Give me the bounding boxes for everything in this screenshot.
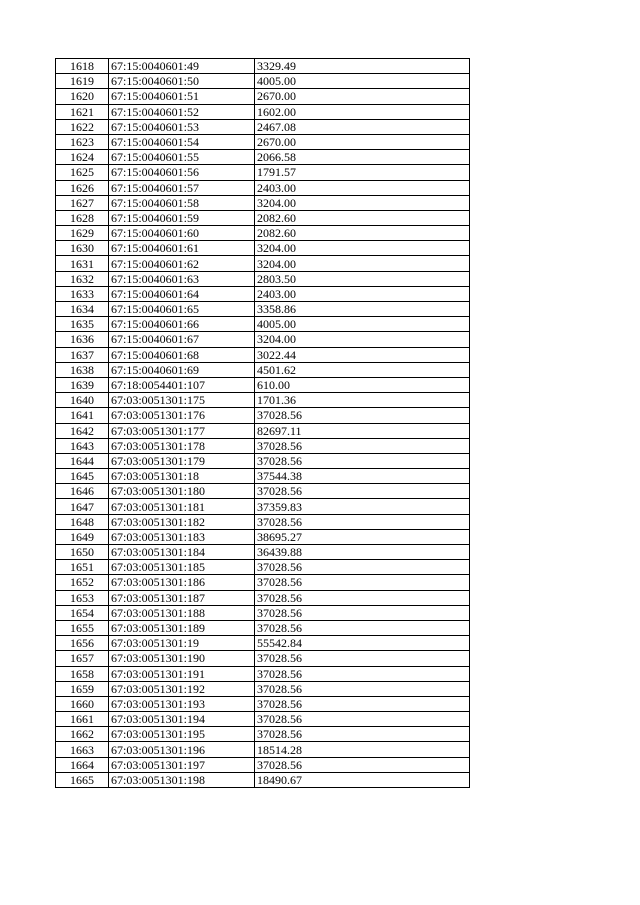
value-cell: 18490.67 xyxy=(255,772,470,787)
value-cell: 4005.00 xyxy=(255,74,470,89)
table-row xyxy=(56,408,470,423)
row-number-cell: 1639 xyxy=(56,377,109,392)
row-number-cell: 1659 xyxy=(56,681,109,696)
value-cell: 2670.00 xyxy=(255,89,470,104)
value-cell: 55542.84 xyxy=(255,636,470,651)
cadastral-number-cell: 67:03:0051301:194 xyxy=(109,712,255,727)
row-number-cell: 1635 xyxy=(56,317,109,332)
cadastral-number-cell: 67:15:0040601:54 xyxy=(109,134,255,149)
table-row xyxy=(56,666,470,681)
row-number-cell: 1641 xyxy=(56,408,109,423)
table-row xyxy=(56,560,470,575)
table-row xyxy=(56,134,470,149)
cadastral-number-cell: 67:03:0051301:190 xyxy=(109,651,255,666)
row-number-cell: 1649 xyxy=(56,529,109,544)
cadastral-number-cell: 67:03:0051301:189 xyxy=(109,620,255,635)
cadastral-number-cell: 67:15:0040601:58 xyxy=(109,195,255,210)
value-cell: 37544.38 xyxy=(255,469,470,484)
row-number-cell: 1638 xyxy=(56,362,109,377)
value-cell: 36439.88 xyxy=(255,545,470,560)
row-number-cell: 1640 xyxy=(56,393,109,408)
row-number-cell: 1663 xyxy=(56,742,109,757)
value-cell: 2803.50 xyxy=(255,271,470,286)
cadastral-number-cell: 67:15:0040601:64 xyxy=(109,286,255,301)
row-number-cell: 1633 xyxy=(56,286,109,301)
value-cell: 37028.56 xyxy=(255,560,470,575)
value-cell: 37028.56 xyxy=(255,727,470,742)
value-cell: 37028.56 xyxy=(255,605,470,620)
table-row xyxy=(56,226,470,241)
cadastral-number-cell: 67:03:0051301:186 xyxy=(109,575,255,590)
row-number-cell: 1653 xyxy=(56,590,109,605)
value-cell: 3204.00 xyxy=(255,241,470,256)
value-cell: 2403.00 xyxy=(255,180,470,195)
cadastral-number-cell: 67:03:0051301:191 xyxy=(109,666,255,681)
table-row xyxy=(56,332,470,347)
table-row xyxy=(56,651,470,666)
value-cell: 4005.00 xyxy=(255,317,470,332)
table-body xyxy=(56,59,470,788)
cadastral-number-cell: 67:15:0040601:67 xyxy=(109,332,255,347)
value-cell: 38695.27 xyxy=(255,529,470,544)
table-row xyxy=(56,256,470,271)
cadastral-number-cell: 67:15:0040601:51 xyxy=(109,89,255,104)
row-number-cell: 1630 xyxy=(56,241,109,256)
row-number-cell: 1644 xyxy=(56,453,109,468)
value-cell: 37028.56 xyxy=(255,484,470,499)
table-row xyxy=(56,165,470,180)
value-cell: 2066.58 xyxy=(255,150,470,165)
row-number-cell: 1637 xyxy=(56,347,109,362)
row-number-cell: 1642 xyxy=(56,423,109,438)
row-number-cell: 1626 xyxy=(56,180,109,195)
row-number-cell: 1662 xyxy=(56,727,109,742)
row-number-cell: 1629 xyxy=(56,226,109,241)
cadastral-number-cell: 67:03:0051301:187 xyxy=(109,590,255,605)
table-row xyxy=(56,590,470,605)
table-row xyxy=(56,772,470,787)
cadastral-number-cell: 67:18:0054401:107 xyxy=(109,377,255,392)
table-row xyxy=(56,195,470,210)
value-cell: 3022.44 xyxy=(255,347,470,362)
value-cell: 37028.56 xyxy=(255,651,470,666)
table-row xyxy=(56,514,470,529)
row-number-cell: 1646 xyxy=(56,484,109,499)
row-number-cell: 1656 xyxy=(56,636,109,651)
cadastral-number-cell: 67:03:0051301:178 xyxy=(109,438,255,453)
value-cell: 37028.56 xyxy=(255,681,470,696)
value-cell: 3358.86 xyxy=(255,302,470,317)
cadastral-number-cell: 67:15:0040601:61 xyxy=(109,241,255,256)
table-row xyxy=(56,484,470,499)
value-cell: 3204.00 xyxy=(255,256,470,271)
cadastral-number-cell: 67:03:0051301:183 xyxy=(109,529,255,544)
cadastral-number-cell: 67:15:0040601:59 xyxy=(109,210,255,225)
cadastral-number-cell: 67:15:0040601:50 xyxy=(109,74,255,89)
cadastral-number-cell: 67:03:0051301:181 xyxy=(109,499,255,514)
value-cell: 1791.57 xyxy=(255,165,470,180)
table-row xyxy=(56,712,470,727)
value-cell: 2082.60 xyxy=(255,226,470,241)
table-row xyxy=(56,696,470,711)
cadastral-value-table xyxy=(55,58,470,788)
row-number-cell: 1658 xyxy=(56,666,109,681)
cadastral-number-cell: 67:15:0040601:60 xyxy=(109,226,255,241)
table-row xyxy=(56,575,470,590)
table-row xyxy=(56,362,470,377)
table-row xyxy=(56,438,470,453)
cadastral-number-cell: 67:15:0040601:63 xyxy=(109,271,255,286)
table-row xyxy=(56,271,470,286)
value-cell: 2467.08 xyxy=(255,119,470,134)
row-number-cell: 1621 xyxy=(56,104,109,119)
cadastral-number-cell: 67:03:0051301:179 xyxy=(109,453,255,468)
table-row xyxy=(56,210,470,225)
value-cell: 37028.56 xyxy=(255,712,470,727)
value-cell: 37028.56 xyxy=(255,438,470,453)
cadastral-number-cell: 67:03:0051301:176 xyxy=(109,408,255,423)
cadastral-number-cell: 67:15:0040601:56 xyxy=(109,165,255,180)
cadastral-number-cell: 67:03:0051301:196 xyxy=(109,742,255,757)
cadastral-number-cell: 67:03:0051301:180 xyxy=(109,484,255,499)
row-number-cell: 1620 xyxy=(56,89,109,104)
table-row xyxy=(56,377,470,392)
table-row xyxy=(56,286,470,301)
value-cell: 37028.56 xyxy=(255,666,470,681)
table-row xyxy=(56,89,470,104)
cadastral-number-cell: 67:03:0051301:182 xyxy=(109,514,255,529)
row-number-cell: 1654 xyxy=(56,605,109,620)
value-cell: 37028.56 xyxy=(255,620,470,635)
row-number-cell: 1650 xyxy=(56,545,109,560)
table-row xyxy=(56,681,470,696)
table-row xyxy=(56,104,470,119)
cadastral-number-cell: 67:15:0040601:65 xyxy=(109,302,255,317)
cadastral-number-cell: 67:03:0051301:18 xyxy=(109,469,255,484)
cadastral-number-cell: 67:03:0051301:185 xyxy=(109,560,255,575)
table-row xyxy=(56,317,470,332)
row-number-cell: 1660 xyxy=(56,696,109,711)
table-row xyxy=(56,636,470,651)
row-number-cell: 1664 xyxy=(56,757,109,772)
value-cell: 2670.00 xyxy=(255,134,470,149)
value-cell: 82697.11 xyxy=(255,423,470,438)
row-number-cell: 1628 xyxy=(56,210,109,225)
value-cell: 2403.00 xyxy=(255,286,470,301)
table-row xyxy=(56,150,470,165)
row-number-cell: 1651 xyxy=(56,560,109,575)
table-row xyxy=(56,180,470,195)
table-row xyxy=(56,727,470,742)
cadastral-number-cell: 67:15:0040601:66 xyxy=(109,317,255,332)
row-number-cell: 1625 xyxy=(56,165,109,180)
row-number-cell: 1661 xyxy=(56,712,109,727)
cadastral-number-cell: 67:03:0051301:175 xyxy=(109,393,255,408)
table-row xyxy=(56,74,470,89)
row-number-cell: 1632 xyxy=(56,271,109,286)
table-row xyxy=(56,59,470,74)
cadastral-number-cell: 67:03:0051301:177 xyxy=(109,423,255,438)
cadastral-number-cell: 67:03:0051301:19 xyxy=(109,636,255,651)
row-number-cell: 1622 xyxy=(56,119,109,134)
value-cell: 4501.62 xyxy=(255,362,470,377)
row-number-cell: 1655 xyxy=(56,620,109,635)
row-number-cell: 1631 xyxy=(56,256,109,271)
row-number-cell: 1657 xyxy=(56,651,109,666)
cadastral-number-cell: 67:03:0051301:195 xyxy=(109,727,255,742)
value-cell: 37028.56 xyxy=(255,453,470,468)
value-cell: 18514.28 xyxy=(255,742,470,757)
value-cell: 37028.56 xyxy=(255,590,470,605)
value-cell: 37359.83 xyxy=(255,499,470,514)
cadastral-number-cell: 67:15:0040601:53 xyxy=(109,119,255,134)
table-row xyxy=(56,605,470,620)
cadastral-number-cell: 67:15:0040601:55 xyxy=(109,150,255,165)
table-row xyxy=(56,393,470,408)
cadastral-number-cell: 67:03:0051301:184 xyxy=(109,545,255,560)
value-cell: 37028.56 xyxy=(255,757,470,772)
cadastral-number-cell: 67:03:0051301:193 xyxy=(109,696,255,711)
table-row xyxy=(56,347,470,362)
row-number-cell: 1643 xyxy=(56,438,109,453)
cadastral-number-cell: 67:15:0040601:57 xyxy=(109,180,255,195)
value-cell: 37028.56 xyxy=(255,514,470,529)
table-row xyxy=(56,499,470,514)
table-row xyxy=(56,742,470,757)
table-row xyxy=(56,620,470,635)
value-cell: 3204.00 xyxy=(255,195,470,210)
table-row xyxy=(56,757,470,772)
value-cell: 3329.49 xyxy=(255,59,470,74)
cadastral-number-cell: 67:03:0051301:197 xyxy=(109,757,255,772)
table-row xyxy=(56,469,470,484)
row-number-cell: 1648 xyxy=(56,514,109,529)
value-cell: 3204.00 xyxy=(255,332,470,347)
row-number-cell: 1645 xyxy=(56,469,109,484)
value-cell: 1602.00 xyxy=(255,104,470,119)
row-number-cell: 1636 xyxy=(56,332,109,347)
row-number-cell: 1652 xyxy=(56,575,109,590)
table-row xyxy=(56,119,470,134)
cadastral-number-cell: 67:15:0040601:62 xyxy=(109,256,255,271)
row-number-cell: 1618 xyxy=(56,59,109,74)
value-cell: 37028.56 xyxy=(255,696,470,711)
row-number-cell: 1623 xyxy=(56,134,109,149)
value-cell: 37028.56 xyxy=(255,408,470,423)
row-number-cell: 1634 xyxy=(56,302,109,317)
value-cell: 610.00 xyxy=(255,377,470,392)
cadastral-number-cell: 67:15:0040601:52 xyxy=(109,104,255,119)
row-number-cell: 1665 xyxy=(56,772,109,787)
value-cell: 2082.60 xyxy=(255,210,470,225)
table-row xyxy=(56,545,470,560)
row-number-cell: 1624 xyxy=(56,150,109,165)
table-row xyxy=(56,529,470,544)
row-number-cell: 1619 xyxy=(56,74,109,89)
value-cell: 37028.56 xyxy=(255,575,470,590)
cadastral-number-cell: 67:15:0040601:49 xyxy=(109,59,255,74)
table-row xyxy=(56,302,470,317)
table-row xyxy=(56,453,470,468)
cadastral-number-cell: 67:15:0040601:68 xyxy=(109,347,255,362)
cadastral-number-cell: 67:03:0051301:198 xyxy=(109,772,255,787)
cadastral-number-cell: 67:15:0040601:69 xyxy=(109,362,255,377)
row-number-cell: 1627 xyxy=(56,195,109,210)
value-cell: 1701.36 xyxy=(255,393,470,408)
row-number-cell: 1647 xyxy=(56,499,109,514)
cadastral-number-cell: 67:03:0051301:192 xyxy=(109,681,255,696)
table-row xyxy=(56,423,470,438)
table-row xyxy=(56,241,470,256)
cadastral-number-cell: 67:03:0051301:188 xyxy=(109,605,255,620)
